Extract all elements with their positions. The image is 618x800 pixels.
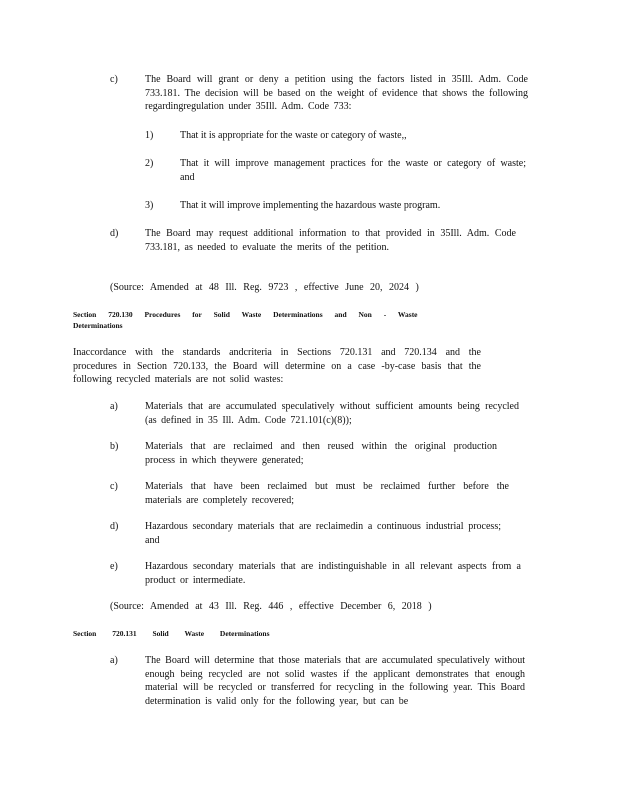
item-b-label: b) <box>110 441 119 452</box>
item-a-text: Materials that are accumulated speculatively without sufficient amounts being recycled (as defined in 35 Ill. Adm. Code 721.101(c)(8)); <box>145 401 519 426</box>
item-d2-label: d) <box>110 521 119 532</box>
item-c-label: c) <box>110 74 118 85</box>
item-c2-text: Materials that have been reclaimed but must be reclaimed further before the materials are completely recovered; <box>145 481 509 506</box>
subitem-1-text: That it is appropriate for the waste or category of waste,, <box>180 130 407 141</box>
item-d2-text: Hazardous secondary materials that are reclaimedin a continuous industrial process; and <box>145 521 501 546</box>
section-720-130-heading-cont: Determinations <box>73 321 123 330</box>
item-e-text: Hazardous secondary materials that are indistinguishable in all relevant aspects from a product or intermediate. <box>145 561 521 586</box>
subitem-1-label: 1) <box>145 130 154 141</box>
section-720-130-intro: Inaccordance with the standards andcriteria in Sections 720.131 and 720.134 and the procedures in Section 720.133, the Board will determine on a case -by-case basis that the following recycled materials are not solid wastes: <box>73 347 481 385</box>
subitem-3-label: 3) <box>145 200 154 211</box>
subitem-2-label: 2) <box>145 158 154 169</box>
item-d-label: d) <box>110 228 119 239</box>
section-720-130-heading: Section 720.130 Procedures for Solid Waste Determinations and Non - Waste <box>73 310 418 319</box>
subitem-3-text: That it will improve implementing the hazardous waste program. <box>180 200 441 211</box>
source-note-133: (Source: Amended at 48 Ill. Reg. 9723 , effective June 20, 2024 ) <box>110 282 419 293</box>
item-c2-label: c) <box>110 481 118 492</box>
item-b-text: Materials that are reclaimed and then reused within the original production process in which theywere generated; <box>145 441 497 466</box>
item-a-label: a) <box>110 401 118 412</box>
source-note-130: (Source: Amended at 43 Ill. Reg. 446 , effective December 6, 2018 ) <box>110 601 432 612</box>
item-a2-label: a) <box>110 655 118 666</box>
item-e-label: e) <box>110 561 118 572</box>
subitem-2-text: That it will improve management practices for the waste or category of waste; and <box>180 158 526 183</box>
section-720-131-heading: Section 720.131 Solid Waste Determinations <box>73 629 270 638</box>
item-d-text: The Board may request additional information to that provided in 35Ill. Adm. Code 733.181, as needed to evaluate the merits of the petition. <box>145 228 516 253</box>
item-a2-text: The Board will determine that those materials that are accumulated speculatively without enough being recycled are not solid wastes if the applicant demonstrates that enough material will be recycled or transferred for recycling in the following year. This Board determination is valid only for the following year, but can be <box>145 655 525 707</box>
item-c-text: The Board will grant or deny a petition using the factors listed in 35Ill. Adm. Code 733.181. The decision will be based on the weight of evidence that shows the following regardingregulation under 35Ill. Adm. Code 733: <box>145 74 528 112</box>
